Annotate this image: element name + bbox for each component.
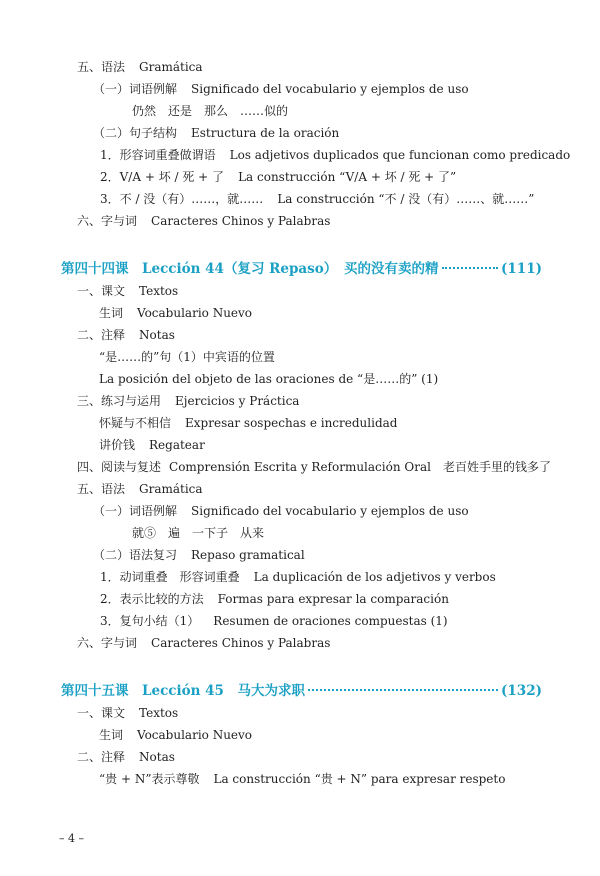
dot-leader xyxy=(308,689,498,691)
toc-entry[interactable] xyxy=(77,749,175,765)
page-number: – 4 – xyxy=(59,832,84,845)
toc-entry[interactable] xyxy=(77,213,330,229)
toc-entry-text: 仍然 还是 那么 ……似的 xyxy=(132,104,289,118)
toc-entry[interactable] xyxy=(77,481,203,497)
toc-entry[interactable] xyxy=(99,437,205,453)
toc-entry[interactable] xyxy=(93,503,469,519)
toc-entry[interactable] xyxy=(132,103,288,119)
toc-entry-text: La construcción “V/A + 坏 / 死 + 了” xyxy=(238,170,457,184)
toc-entry-text: 五、语法 xyxy=(77,482,126,496)
toc-entry[interactable] xyxy=(100,569,496,585)
toc-entry[interactable] xyxy=(99,727,252,743)
toc-entry-text: 二、注释 xyxy=(77,750,126,764)
toc-entry-text: Gramática xyxy=(139,482,203,496)
toc-entry[interactable] xyxy=(99,371,438,387)
toc-entry[interactable] xyxy=(99,415,397,431)
toc-entry-text: Resumen de oraciones compuestas (1) xyxy=(213,614,448,628)
toc-entry[interactable] xyxy=(77,705,178,721)
toc-entry-text: 一、课文 xyxy=(77,706,126,720)
toc-entry-text: “是……的”句（1）中宾语的位置 xyxy=(99,350,275,364)
toc-entry-text: 讲价钱 xyxy=(99,438,136,452)
toc-entry-text: La duplicación de los adjetivos y verbos xyxy=(253,570,496,584)
toc-entry[interactable] xyxy=(93,125,339,141)
toc-entry[interactable] xyxy=(132,525,264,541)
toc-entry-text: 六、字与词 xyxy=(77,636,138,650)
toc-entry[interactable] xyxy=(99,771,505,787)
toc-entry-text: 1．动词重叠 形容词重叠 xyxy=(100,570,240,584)
lesson-44-page: (111) xyxy=(501,261,542,277)
toc-entry-text: Notas xyxy=(139,328,175,342)
toc-entry-text: Estructura de la oración xyxy=(191,126,340,140)
toc-entry-text: 一、课文 xyxy=(77,284,126,298)
toc-entry-text: 三、练习与运用 xyxy=(77,394,162,408)
toc-entry-text: 怀疑与不相信 xyxy=(99,416,172,430)
toc-entry[interactable] xyxy=(77,635,330,651)
toc-entry-text: 四、阅读与复述 xyxy=(77,460,162,474)
toc-entry-text: Regatear xyxy=(149,438,205,452)
lesson-45-heading[interactable] xyxy=(61,679,542,699)
toc-entry[interactable] xyxy=(93,81,469,97)
toc-entry[interactable] xyxy=(100,591,449,607)
toc-entry[interactable] xyxy=(77,459,551,475)
toc-entry-text: 六、字与词 xyxy=(77,214,138,228)
toc-entry-text: Gramática xyxy=(139,60,203,74)
toc-entry-text: 二、注释 xyxy=(77,328,126,342)
toc-entry-text: La construcción “贵 + N” para expresar respeto xyxy=(213,772,506,786)
toc-entry-text: “贵 + N”表示尊敬 xyxy=(99,772,200,786)
toc-entry-text: 就⑤ 遍 一下子 从来 xyxy=(132,526,265,540)
toc-entry[interactable] xyxy=(100,147,570,163)
toc-entry-text: 五、语法 xyxy=(77,60,126,74)
toc-entry-text: Textos xyxy=(139,706,179,720)
toc-entry-text: Significado del vocabulario y ejemplos de uso xyxy=(191,82,469,96)
toc-entry-text: 生词 xyxy=(99,728,124,742)
toc-entry-text: Significado del vocabulario y ejemplos de uso xyxy=(191,504,469,518)
toc-entry-text: La construcción “不 / 没（有）……、就……” xyxy=(277,192,535,206)
toc-entry-text: Comprensión Escrita y Reformulación Oral 老百姓手里的钱多了 xyxy=(169,460,551,474)
toc-entry-text: Vocabulario Nuevo xyxy=(137,728,253,742)
lesson-45-title: 第四十五课 Lección 45 马大为求职 xyxy=(61,683,305,699)
toc-entry[interactable] xyxy=(100,191,534,207)
toc-entry[interactable] xyxy=(77,283,178,299)
toc-entry-text: 3．不 / 没（有）……，就…… xyxy=(100,192,264,206)
toc-entry[interactable] xyxy=(99,349,275,365)
toc-entry-text: 2．表示比较的方法 xyxy=(100,592,204,606)
toc-entry[interactable] xyxy=(77,393,299,409)
toc-entry-text: （一）词语例解 xyxy=(93,82,178,96)
toc-entry-text: Repaso gramatical xyxy=(191,548,305,562)
toc-entry-text: Vocabulario Nuevo xyxy=(137,306,253,320)
toc-entry-text: （二）语法复习 xyxy=(93,548,178,562)
toc-entry-text: （一）词语例解 xyxy=(93,504,178,518)
toc-entry-text: Caracteres Chinos y Palabras xyxy=(151,636,331,650)
toc-entry-text: 生词 xyxy=(99,306,124,320)
toc-entry-text: 1．形容词重叠做谓语 xyxy=(100,148,216,162)
toc-entry[interactable] xyxy=(93,547,305,563)
toc-entry-text: 2．V/A + 坏 / 死 + 了 xyxy=(100,170,225,184)
toc-entry-text: （二）句子结构 xyxy=(93,126,178,140)
toc-entry[interactable] xyxy=(100,613,448,629)
dot-leader xyxy=(442,267,499,269)
toc-entry[interactable] xyxy=(100,169,456,185)
toc-entry[interactable] xyxy=(77,327,175,343)
lesson-45-page: (132) xyxy=(501,683,542,699)
toc-entry-text: Expresar sospechas e incredulidad xyxy=(185,416,398,430)
toc-entry-text: Caracteres Chinos y Palabras xyxy=(151,214,331,228)
toc-entry-text: Notas xyxy=(139,750,175,764)
toc-entry[interactable] xyxy=(99,305,252,321)
toc-entry-text: Textos xyxy=(139,284,179,298)
lesson-44-heading[interactable] xyxy=(61,257,542,277)
toc-entry[interactable] xyxy=(77,59,203,75)
toc-entry-text: Formas para expresar la comparación xyxy=(217,592,449,606)
toc-entry-text: Los adjetivos duplicados que funcionan como predicado xyxy=(229,148,571,162)
toc-entry-text: Ejercicios y Práctica xyxy=(175,394,300,408)
toc-entry-text: 3．复句小结（1） xyxy=(100,614,200,628)
lesson-44-title: 第四十四课 Lección 44（复习 Repaso） 买的没有卖的精 xyxy=(61,261,439,277)
toc-entry-text: La posición del objeto de las oraciones de “是……的” (1) xyxy=(99,372,439,386)
